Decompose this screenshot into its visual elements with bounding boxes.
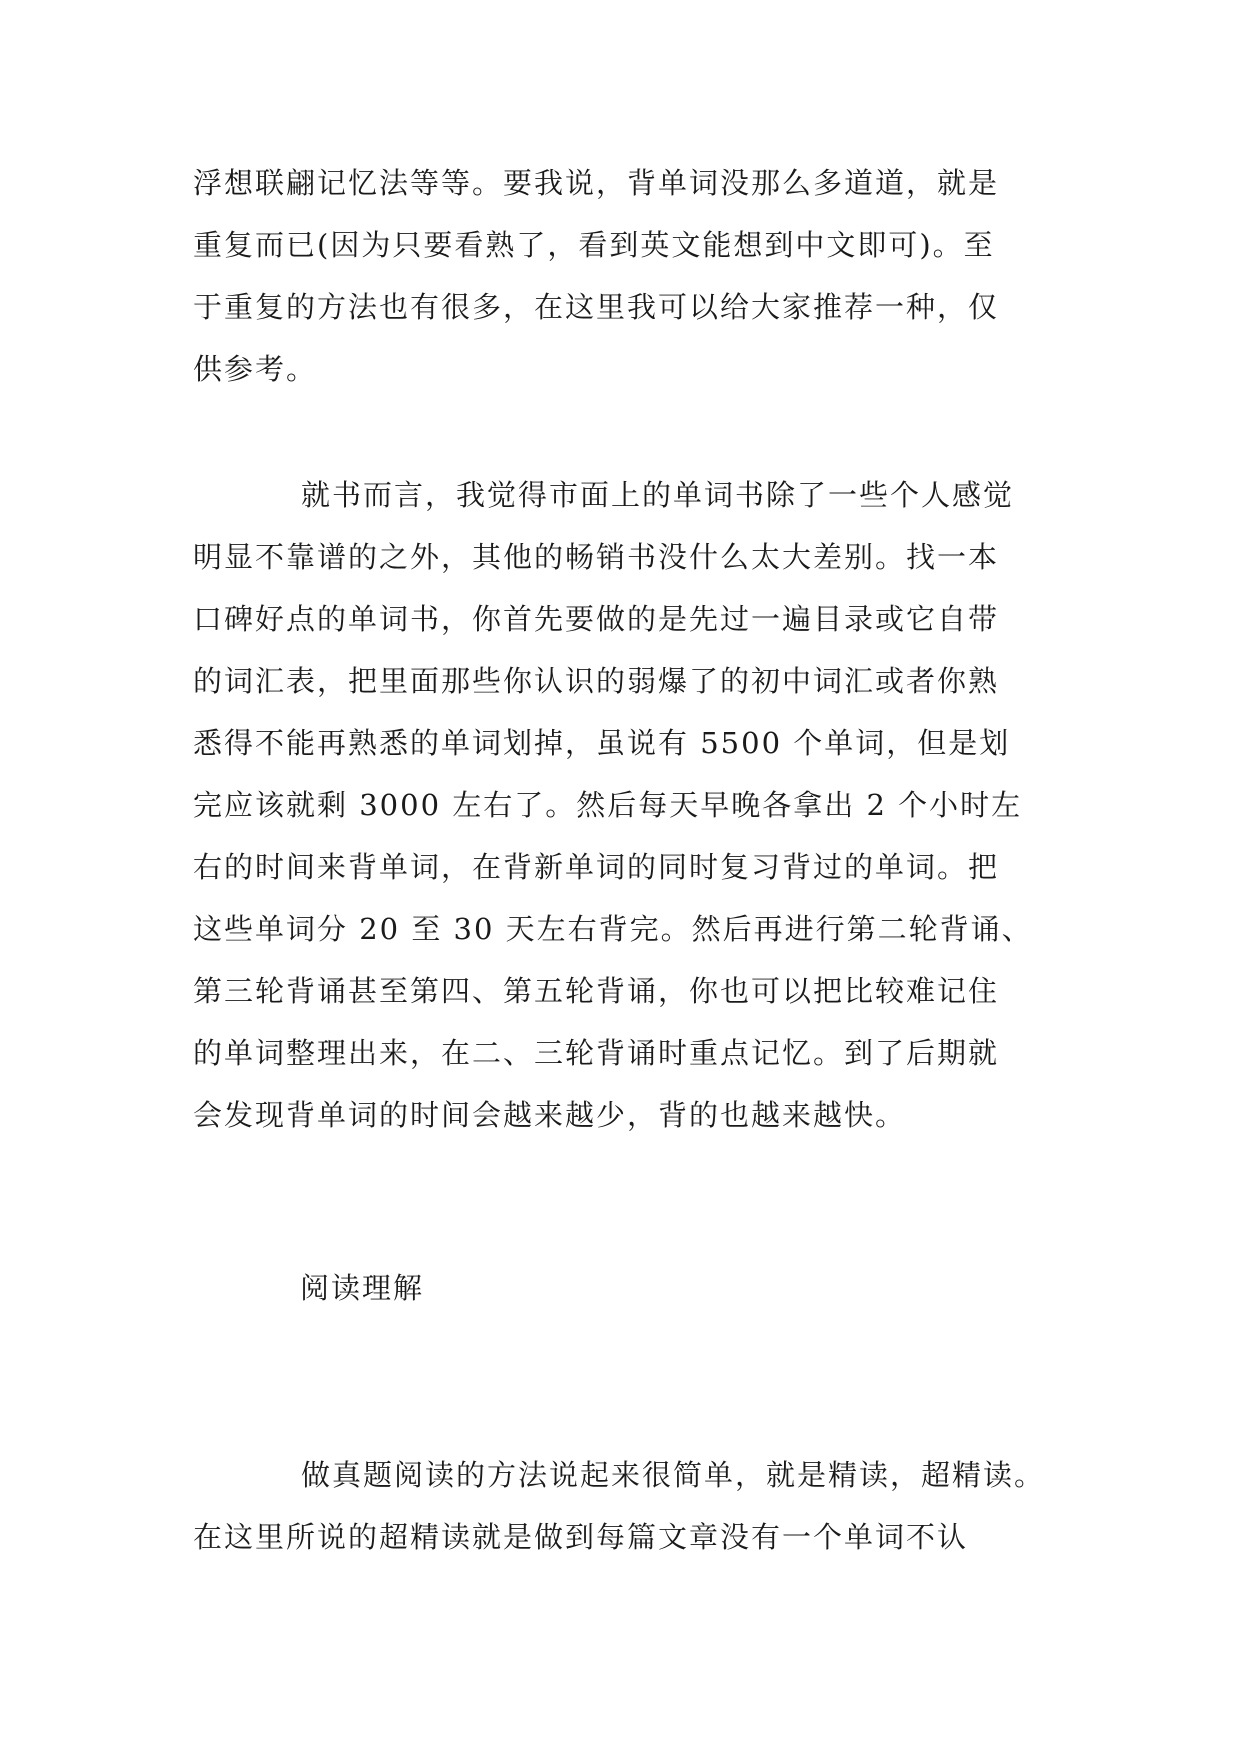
text-line: 做真题阅读的方法说起来很简单，就是精读，超精读。: [301, 1458, 1046, 1492]
text-line: 明显不靠谱的之外，其他的畅销书没什么太大差别。找一本: [193, 540, 1000, 574]
text-line: 第三轮背诵甚至第四、第五轮背诵，你也可以把比较难记住: [193, 974, 1000, 1008]
text-line: 在这里所说的超精读就是做到每篇文章没有一个单词不认: [193, 1520, 969, 1554]
paragraph-reading-method: [193, 1444, 1053, 1568]
text-line: 的词汇表，把里面那些你认识的弱爆了的初中词汇或者你熟: [193, 664, 1000, 698]
text-line: 就书而言，我觉得市面上的单词书除了一些个人感觉: [301, 478, 1015, 512]
text-line: 口碑好点的单词书，你首先要做的是先过一遍目录或它自带: [193, 602, 1000, 636]
section-heading-reading: 阅读理解: [300, 1271, 425, 1305]
text-line: 供参考。: [193, 352, 318, 386]
text-line: 右的时间来背单词，在背新单词的同时复习背过的单词。把: [193, 850, 1000, 884]
paragraph-vocabulary-books: [193, 464, 1053, 1146]
text-line: 的单词整理出来，在二、三轮背诵时重点记忆。到了后期就: [193, 1036, 1000, 1070]
paragraph-memorization-method: [193, 152, 1053, 400]
text-line: 这些单词分 20 至 30 天左右背完。然后再进行第二轮背诵、: [193, 912, 1033, 946]
text-line: 浮想联翩记忆法等等。要我说，背单词没那么多道道，就是: [193, 166, 1000, 200]
text-line: 悉得不能再熟悉的单词划掉，虽说有 5500 个单词，但是划: [193, 726, 1011, 760]
text-line: 会发现背单词的时间会越来越少，背的也越来越快。: [193, 1098, 907, 1132]
text-line: 于重复的方法也有很多，在这里我可以给大家推荐一种，仅: [193, 290, 1000, 324]
text-line: 完应该就剩 3000 左右了。然后每天早晚各拿出 2 个小时左: [193, 788, 1023, 822]
text-line: 重复而已(因为只要看熟了，看到英文能想到中文即可)。至: [193, 228, 995, 262]
